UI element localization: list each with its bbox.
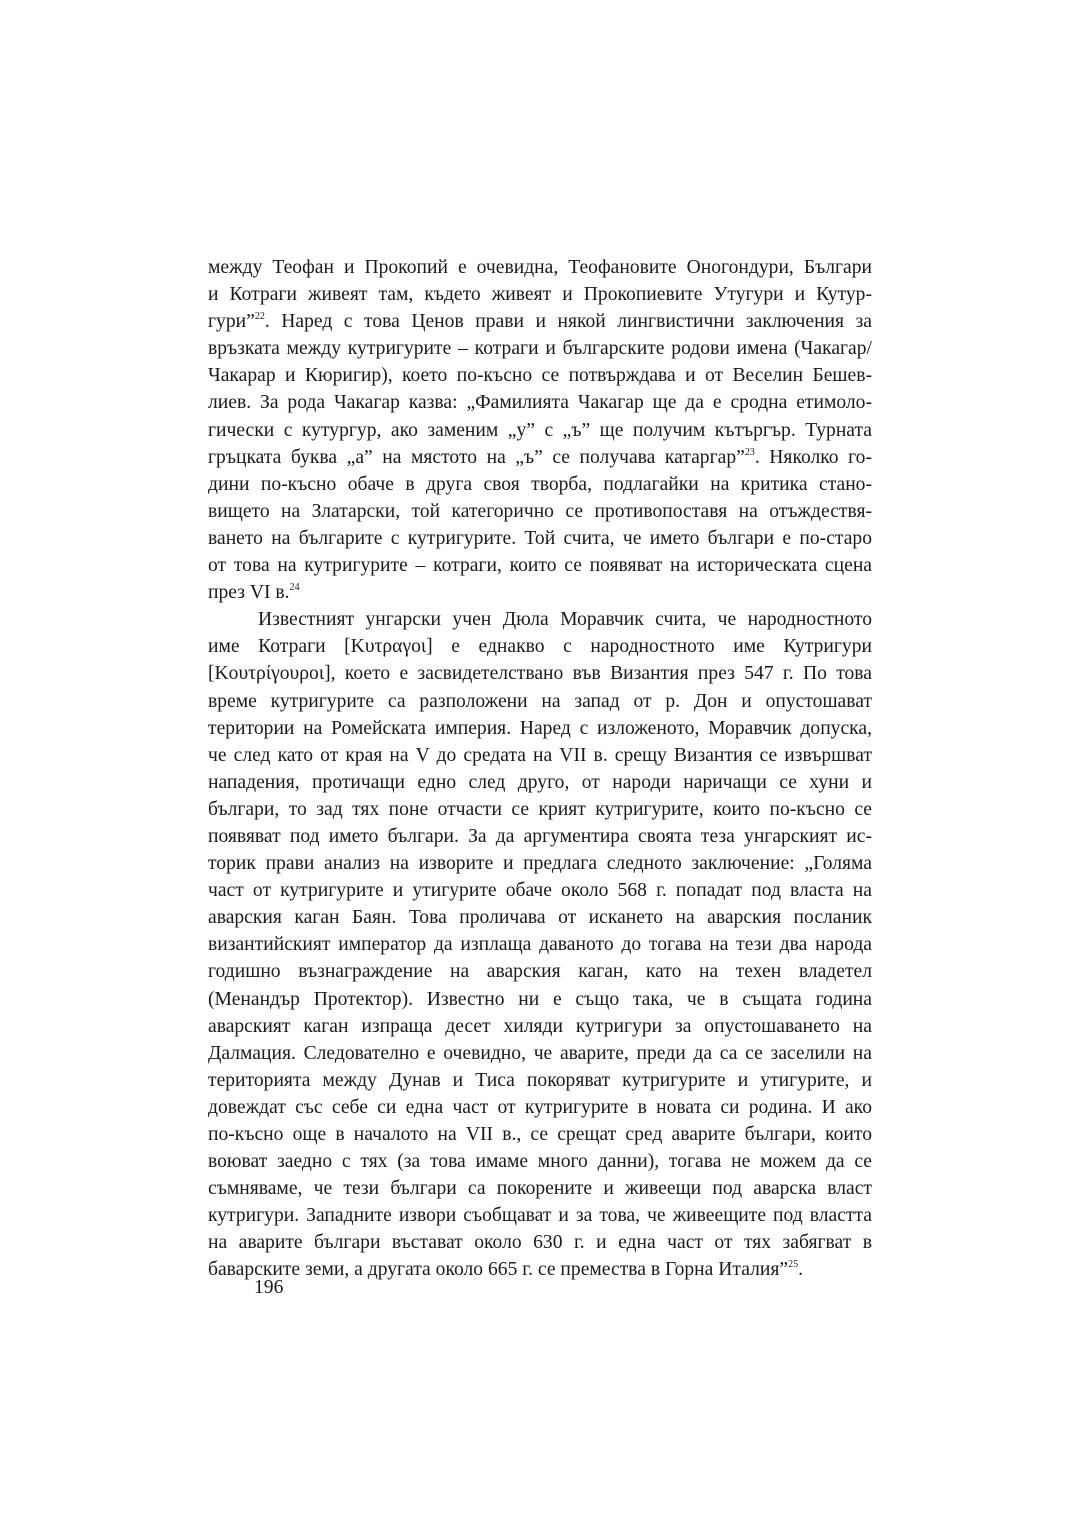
text-segment: .: [798, 1259, 803, 1281]
text-line: [208, 579, 872, 606]
text-line: връзката между кутригурите – котраги и българските родови имена (Чакагар/: [208, 338, 872, 360]
footnote-ref: 24: [289, 582, 300, 594]
text-segment: . Няколко го-: [754, 446, 873, 468]
text-line: че след като от края на V до средата на VII в. срещу Византия се извършват: [208, 744, 872, 766]
text-line: довеждат със себе си една част от кутригурите в новата си родина. И ако: [208, 1096, 872, 1118]
paragraph: [208, 606, 872, 1283]
footnote-ref: 23: [744, 446, 755, 458]
text-line: съмняваме, че тези българи са покорените и живеещи под аварска власт: [208, 1178, 872, 1200]
text-line: годишно възнаграждение на аварския каган, като на техен владетел: [208, 961, 872, 983]
text-line: аварският каган изпраща десет хиляди кутригури за опустошаването на: [208, 1015, 872, 1037]
text-line: (Менандър Протектор). Известно ни е също така, че в същата година: [208, 988, 872, 1010]
footnote-ref: 25: [788, 1259, 799, 1271]
text-segment: през VI в.: [208, 582, 290, 604]
text-line: по-късно още в началото на VII в., се срещат сред аварите българи, които: [208, 1124, 872, 1145]
body-text: [208, 254, 872, 1284]
text-line: част от кутригурите и утигурите обаче около 568 г. попадат под власта на: [208, 880, 872, 902]
text-line: аварския каган Баян. Това проличава от искането на аварския посланик: [208, 907, 872, 929]
text-line: появяват под името българи. За да аргументира своята теза унгарският ис-: [208, 825, 872, 847]
text-segment: баварските земи, а другата около 665 г. се премества в Горна Италия”: [208, 1259, 789, 1281]
text-line: дини по-късно обаче в друга своя творба, подлагайки на критика стано-: [208, 473, 872, 495]
text-line: между Теофан и Прокопий е очевидна, Теофановите Оногондури, Българи: [208, 257, 872, 278]
text-line: гически с кутургур, ако заменим „у” с „ъ” ще получим кътъргър. Турната: [208, 419, 872, 441]
text-line: българи, то зад тях поне отчасти се крият кутригурите, които по-късно се: [208, 798, 872, 820]
text-line: торик прави анализ на изворите и предлага следното заключение: „Голяма: [208, 853, 872, 875]
text-line: ването на българите с кутригурите. Той счита, че името българи е по-старо: [208, 527, 872, 549]
footnote-ref: 22: [254, 311, 265, 323]
text-line: кутригури. Западните извори съобщават и за това, че живеещите под властта: [208, 1205, 872, 1227]
text-line: от това на кутригурите – котраги, които се появяват на историческата сцена: [208, 555, 872, 577]
paragraph: [208, 254, 872, 606]
text-line: [208, 444, 872, 471]
page-number: 196: [254, 1277, 284, 1298]
text-line: време кутригурите са разположени на запад от р. Дон и опустошават: [208, 690, 872, 712]
text-line: Чакарар и Кюригир), което по-късно се потвърждава и от Веселин Бешев-: [208, 365, 872, 387]
text-line: Далмация. Следователно е очевидно, че аварите, преди да са се заселили на: [208, 1042, 872, 1064]
text-line: територията между Дунав и Тиса покоряват кутригурите и утигурите, и: [208, 1069, 872, 1091]
text-line: на аварите българи въстават около 630 г. и една част от тях забягват в: [208, 1232, 872, 1254]
text-line: и Котраги живеят там, където живеят и Прокопиевите Утугури и Кутур-: [208, 284, 872, 306]
text-segment: гръцката буква „а” на мястото на „ъ” се получава катаргар”: [208, 446, 745, 468]
text-line: лиев. За рода Чакагар казва: „Фамилията Чакагар ще да е сродна етимоло-: [208, 392, 872, 414]
text-line: воюват заедно с тях (за това имаме много данни), тогава не можем да се: [208, 1151, 872, 1173]
text-line: [Κουτρίγουροι], което е засвидетелствано във Византия през 547 г. По това: [208, 663, 872, 685]
text-line: територии на Ромейската империя. Наред с изложеното, Моравчик допуска,: [208, 717, 872, 739]
text-line: [208, 1256, 872, 1283]
text-segment: . Наред с това Ценов прави и някой лингвистични заключения за: [264, 311, 872, 333]
text-segment: гури”: [208, 311, 255, 333]
text-line: византийският император да изплаща даваното до тогава на тези два народа: [208, 934, 872, 956]
text-line: вището на Златарски, той категорично се противопоставя на отъждествя-: [208, 500, 872, 522]
text-line: нападения, протичащи едно след друго, от народи наричащи се хуни и: [208, 771, 872, 793]
text-line: Известният унгарски учен Дюла Моравчик счита, че народностното: [258, 609, 872, 631]
text-line: [208, 308, 872, 335]
text-line: име Котраги [Κυτραγοι] е еднакво с народностното име Кутригури: [208, 636, 872, 658]
